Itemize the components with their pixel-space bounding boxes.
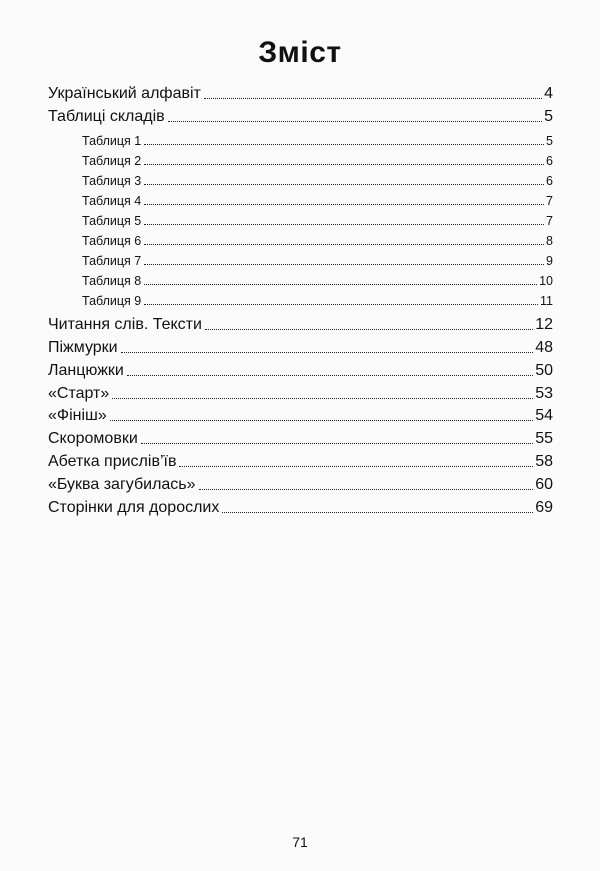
toc-entry-page: 9 bbox=[546, 254, 553, 269]
toc-entry-title: Абетка прислів’їв bbox=[48, 453, 177, 471]
toc-entry-title: Ланцюжки bbox=[48, 361, 124, 379]
toc-entry-tongue-twisters[interactable] bbox=[48, 425, 553, 448]
toc-entry-title: Таблиця 5 bbox=[82, 214, 142, 229]
toc-entry-title: Український алфавіт bbox=[48, 84, 201, 102]
dot-leader bbox=[168, 121, 542, 122]
dot-leader bbox=[205, 329, 533, 330]
toc-entry-page: 8 bbox=[546, 234, 553, 249]
dot-leader bbox=[199, 489, 534, 490]
toc-entry-page: 11 bbox=[540, 294, 553, 309]
toc-entry-title: «Старт» bbox=[48, 384, 110, 402]
toc-entry-page: 69 bbox=[535, 498, 553, 516]
toc-entry-hide-and-seek[interactable] bbox=[48, 334, 553, 357]
toc-entry-page: 60 bbox=[535, 475, 553, 493]
page-number: 71 bbox=[292, 834, 308, 850]
toc-entry-proverbs-alphabet[interactable] bbox=[48, 448, 553, 471]
dot-leader bbox=[144, 244, 544, 245]
toc-entry-title: «Буква загубилась» bbox=[48, 475, 196, 493]
toc-entry-reading-words-texts[interactable] bbox=[48, 311, 553, 334]
toc-subentry-table-2[interactable] bbox=[48, 148, 553, 168]
toc-entry-title: Сторінки для дорослих bbox=[48, 498, 220, 516]
toc-entry-page: 6 bbox=[546, 173, 553, 188]
toc-entry-title: Таблиця 1 bbox=[82, 133, 142, 148]
dot-leader bbox=[121, 352, 534, 353]
dot-leader bbox=[127, 375, 533, 376]
toc-subentry-table-7[interactable] bbox=[48, 248, 553, 268]
toc-subentry-table-6[interactable] bbox=[48, 228, 553, 248]
toc-entry-page: 58 bbox=[535, 453, 553, 471]
toc-subentry-table-5[interactable] bbox=[48, 208, 553, 228]
toc-entry-title: Таблиця 3 bbox=[82, 173, 142, 188]
dot-leader bbox=[110, 420, 533, 421]
toc-entry-title: «Фініш» bbox=[48, 407, 107, 425]
toc-subentry-table-4[interactable] bbox=[48, 188, 553, 208]
toc-entry-title: Таблиця 7 bbox=[82, 254, 142, 269]
toc-entry-page: 12 bbox=[535, 316, 553, 334]
toc-entry-chains[interactable] bbox=[48, 357, 553, 380]
toc-entry-page: 10 bbox=[539, 274, 553, 289]
dot-leader bbox=[144, 164, 544, 165]
toc-entry-page: 6 bbox=[546, 153, 553, 168]
dot-leader bbox=[144, 224, 544, 225]
toc-entry-syllable-tables[interactable] bbox=[48, 103, 553, 126]
toc-subentry-table-8[interactable] bbox=[48, 268, 553, 288]
dot-leader bbox=[204, 98, 542, 99]
toc-entry-page: 55 bbox=[535, 430, 553, 448]
toc-entry-title: Таблиця 2 bbox=[82, 153, 142, 168]
toc-entry-title: Таблиця 6 bbox=[82, 234, 142, 249]
dot-leader bbox=[222, 512, 533, 513]
dot-leader bbox=[144, 284, 537, 285]
toc-entry-pages-for-adults[interactable] bbox=[48, 494, 553, 517]
toc-entry-page: 5 bbox=[544, 107, 553, 125]
table-of-contents bbox=[48, 80, 553, 517]
dot-leader bbox=[144, 144, 544, 145]
toc-entry-title: Читання слів. Тексти bbox=[48, 316, 202, 334]
toc-entry-title: Скоромовки bbox=[48, 430, 138, 448]
toc-subentry-table-1[interactable] bbox=[48, 128, 553, 148]
dot-leader bbox=[144, 264, 544, 265]
toc-entry-page: 54 bbox=[535, 407, 553, 425]
toc-entry-page: 50 bbox=[535, 361, 553, 379]
toc-entry-page: 5 bbox=[546, 133, 553, 148]
toc-entry-finish[interactable] bbox=[48, 403, 553, 426]
toc-entry-title: Таблиця 9 bbox=[82, 294, 142, 309]
page-title: Зміст bbox=[258, 36, 342, 69]
toc-entry-page: 53 bbox=[535, 384, 553, 402]
dot-leader bbox=[144, 204, 544, 205]
toc-entry-page: 7 bbox=[546, 214, 553, 229]
toc-entry-ukrainian-alphabet[interactable] bbox=[48, 80, 553, 103]
toc-subentry-table-9[interactable] bbox=[48, 288, 553, 308]
dot-leader bbox=[112, 398, 533, 399]
dot-leader bbox=[144, 304, 538, 305]
dot-leader bbox=[141, 443, 533, 444]
toc-entry-title: Піжмурки bbox=[48, 339, 118, 357]
toc-entry-title: Таблиці складів bbox=[48, 107, 165, 125]
toc-entry-page: 48 bbox=[535, 339, 553, 357]
toc-entry-page: 7 bbox=[546, 193, 553, 208]
toc-entry-start[interactable] bbox=[48, 380, 553, 403]
toc-entry-title: Таблиця 8 bbox=[82, 274, 142, 289]
toc-entry-page: 4 bbox=[544, 84, 553, 102]
toc-subentry-table-3[interactable] bbox=[48, 168, 553, 188]
toc-entry-lost-letter[interactable] bbox=[48, 471, 553, 494]
dot-leader bbox=[144, 184, 544, 185]
toc-entry-title: Таблиця 4 bbox=[82, 193, 142, 208]
dot-leader bbox=[179, 466, 533, 467]
